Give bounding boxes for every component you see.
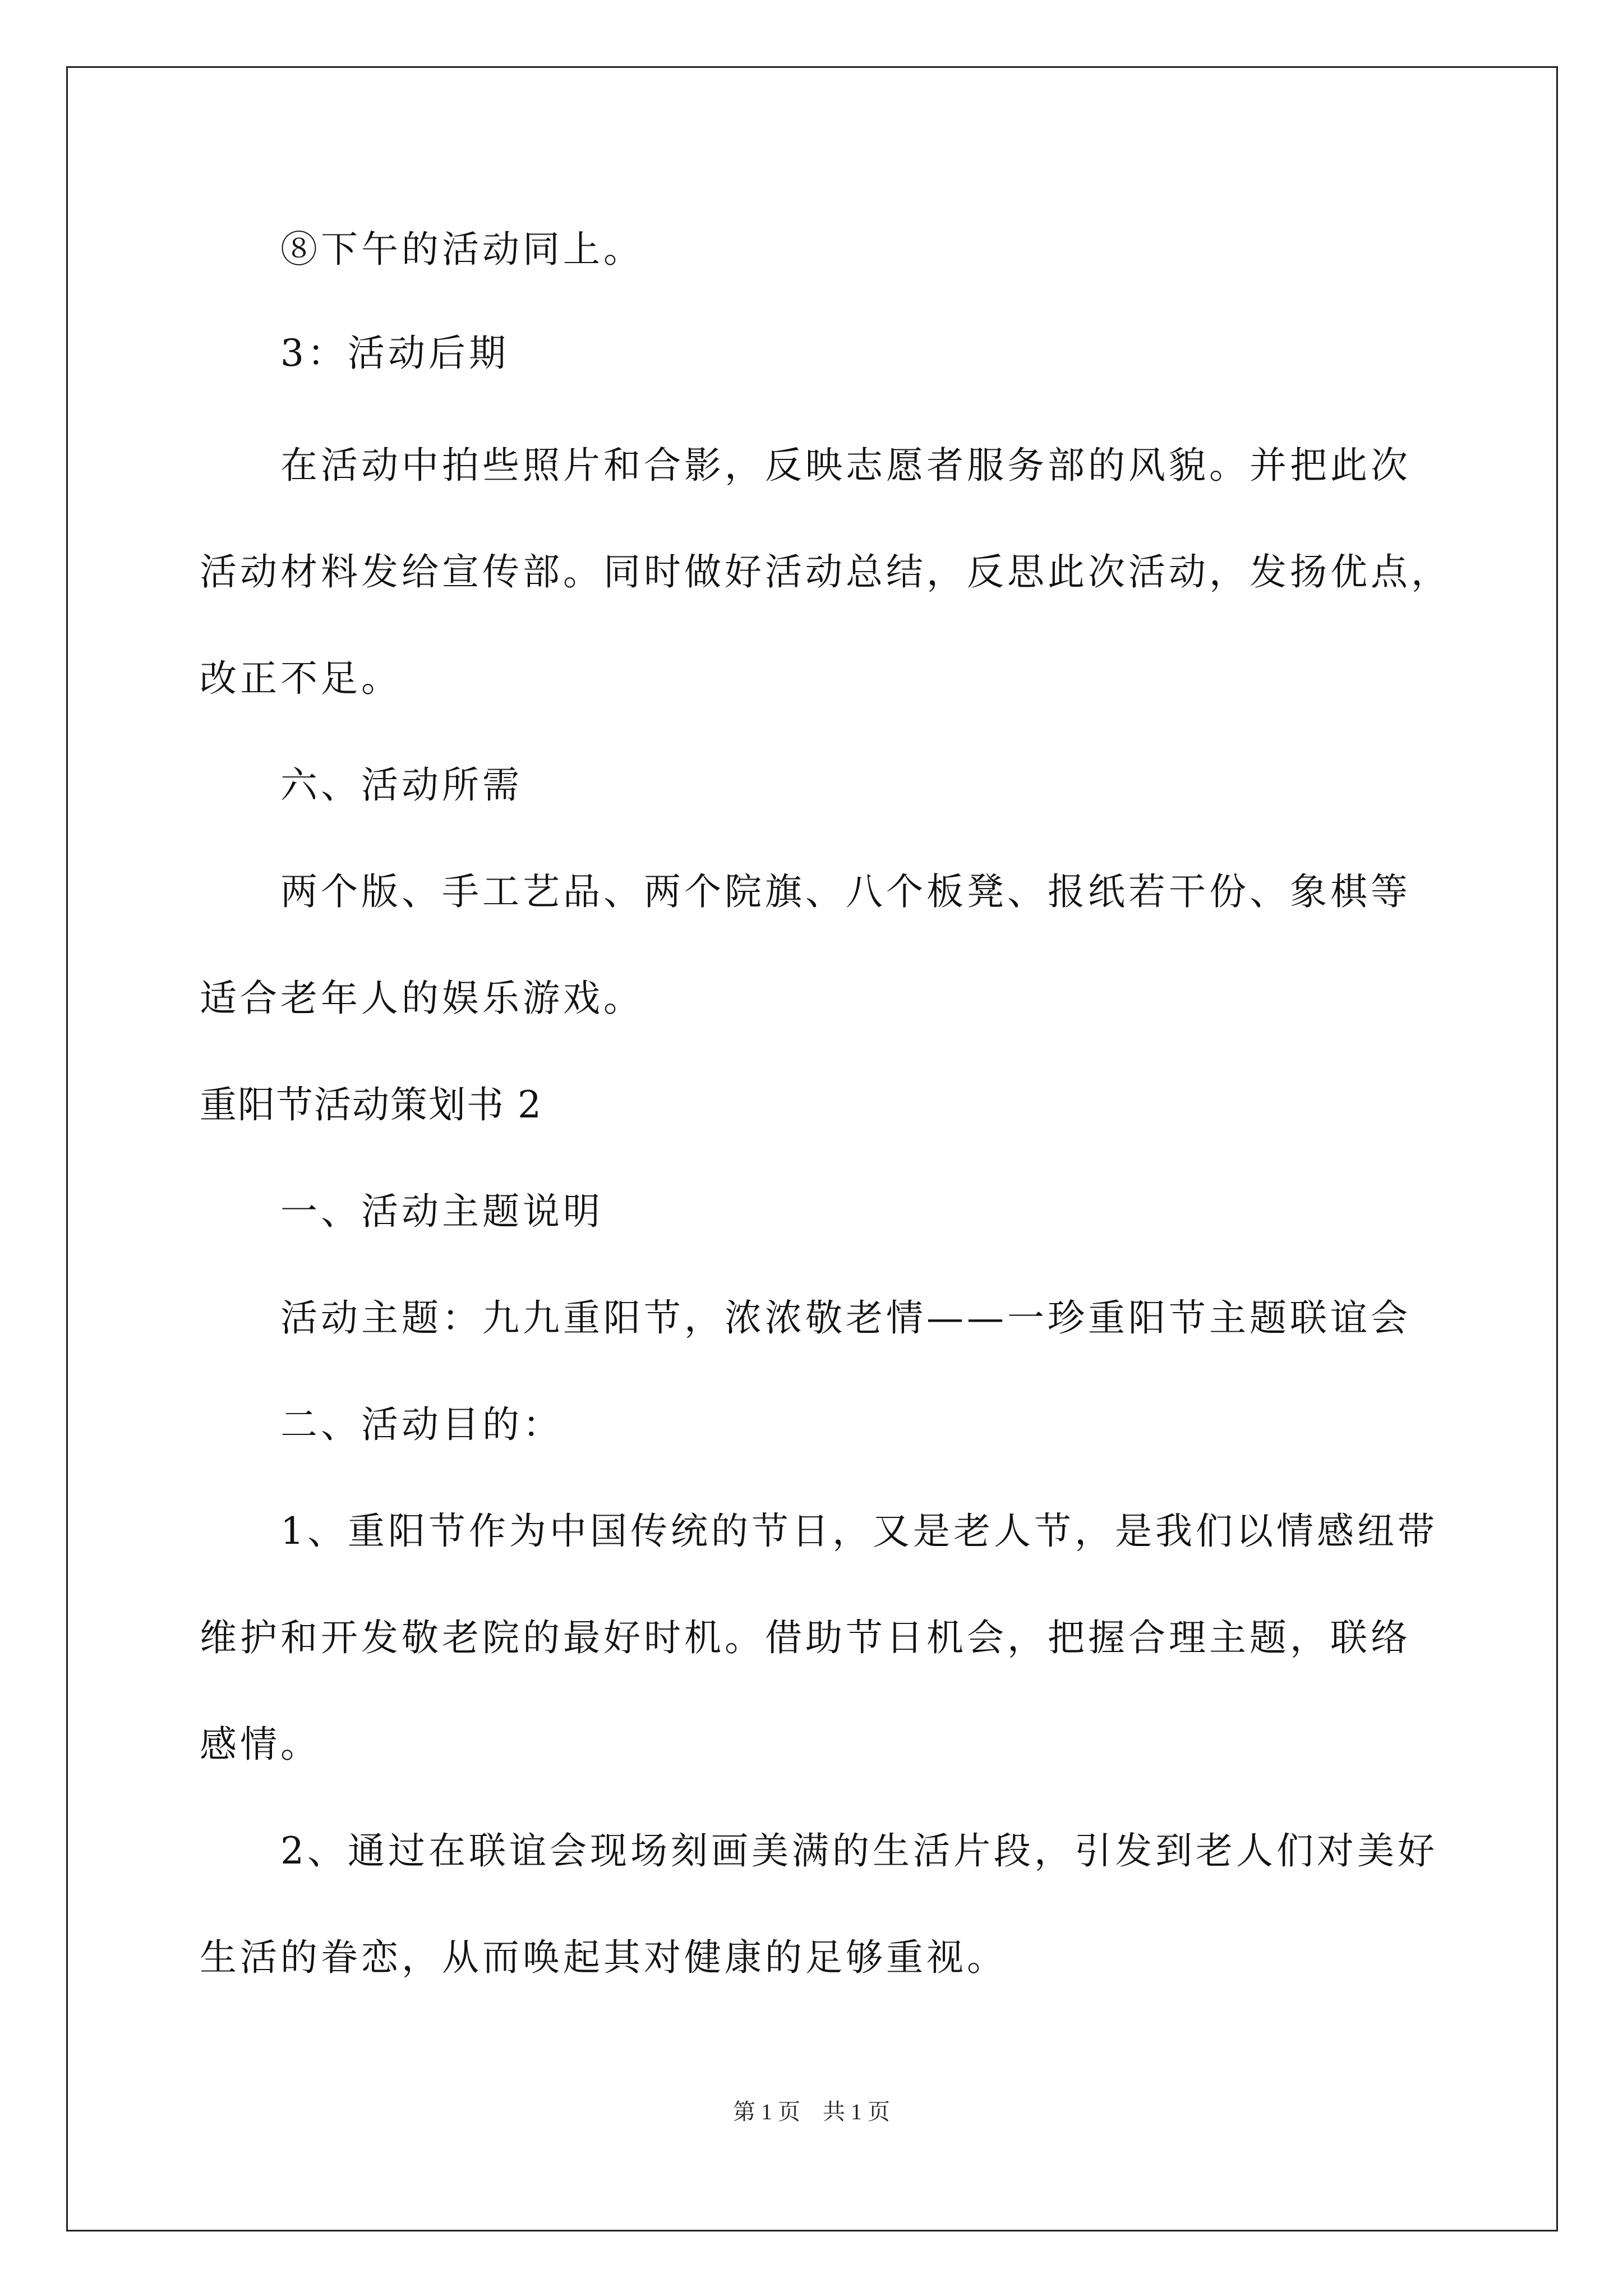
section-heading: 一、活动主题说明 — [280, 1190, 603, 1233]
paragraph-line: 生活的眷恋，从而唤起其对健康的足够重视。 — [200, 1936, 1007, 1979]
paragraph-line: 活动材料发给宣传部。同时做好活动总结，反思此次活动，发扬优点， — [200, 550, 1451, 593]
document-title: 重阳节活动策划书 2 — [200, 1083, 542, 1126]
paragraph-line: 改正不足。 — [200, 657, 402, 700]
paragraph-line: 维护和开发敬老院的最好时机。借助节日机会，把握合理主题，联络 — [200, 1616, 1411, 1659]
paragraph-line: 两个版、手工艺品、两个院旗、八个板凳、报纸若干份、象棋等 — [280, 870, 1411, 913]
paragraph-line: 适合老年人的娱乐游戏。 — [200, 977, 644, 1020]
section-heading: 六、活动所需 — [280, 763, 523, 807]
page-number-total: 共 1 页 — [823, 2099, 890, 2124]
paragraph-line: ⑧下午的活动同上。 — [280, 228, 644, 271]
paragraph-line: 感情。 — [200, 1723, 321, 1766]
paragraph-line: 2、通过在联谊会现场刻画美满的生活片段，引发到老人们对美好 — [280, 1829, 1438, 1872]
section-heading: 3：活动后期 — [280, 332, 509, 375]
paragraph-line: 活动主题：九九重阳节，浓浓敬老情——一珍重阳节主题联谊会 — [280, 1296, 1411, 1340]
page-border — [66, 66, 1558, 2231]
page-number-current: 第 1 页 — [733, 2099, 800, 2124]
section-heading: 二、活动目的： — [280, 1403, 563, 1446]
paragraph-line: 在活动中拍些照片和合影，反映志愿者服务部的风貌。并把此次 — [280, 444, 1411, 487]
page-footer — [0, 2095, 1623, 2129]
paragraph-line: 1、重阳节作为中国传统的节日，又是老人节，是我们以情感纽带 — [280, 1510, 1438, 1553]
